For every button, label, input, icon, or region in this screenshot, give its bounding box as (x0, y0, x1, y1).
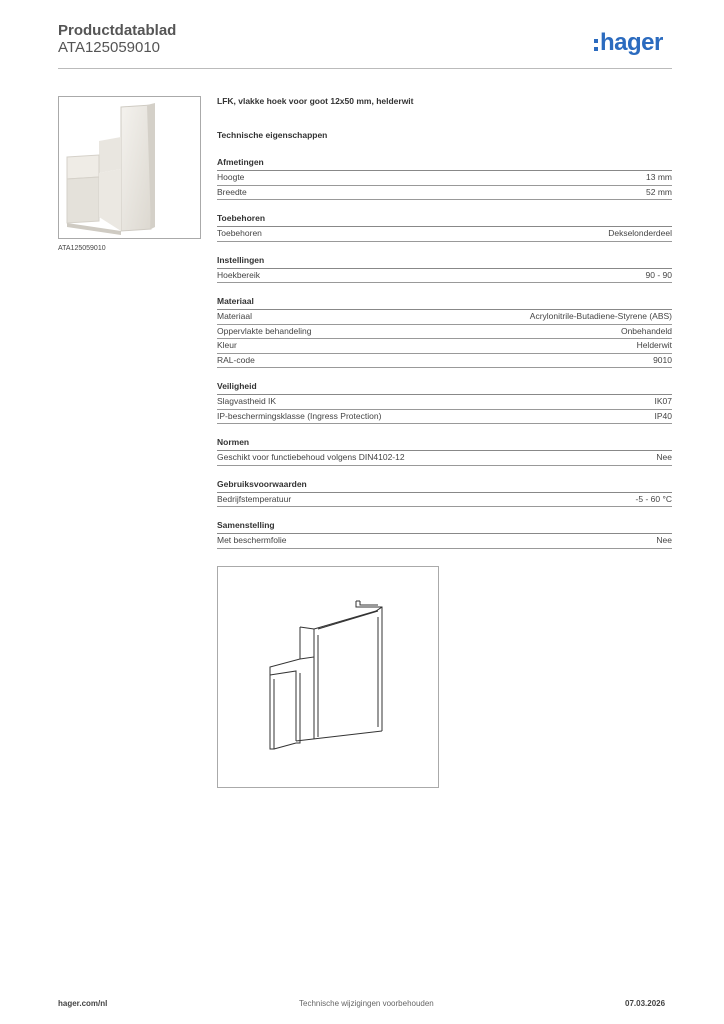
spec-section (217, 254, 672, 284)
hager-logo (594, 28, 663, 58)
spec-value: Onbehandeld (620, 325, 672, 336)
spec-value: IK07 (654, 396, 672, 406)
spec-section (217, 436, 672, 466)
section-title: Materiaal (217, 295, 672, 310)
logo-dots-icon (594, 39, 598, 51)
spec-row (217, 534, 672, 549)
footer-website: hager.com/nl (58, 999, 108, 1008)
spec-label: Geschikt voor functiebehoud volgens DIN4102-12 (217, 452, 405, 462)
section-title: Samenstelling (217, 519, 672, 534)
footer-date: 07.03.2026 (625, 999, 666, 1008)
spec-label: Materiaal (217, 311, 252, 321)
spec-value: Acrylonitrile-Butadiene-Styrene (ABS) (529, 311, 672, 321)
spec-row (217, 395, 672, 410)
product-photo-icon (59, 97, 200, 238)
product-image (58, 96, 201, 239)
section-title: Gebruiksvoorwaarden (217, 478, 672, 493)
spec-section (217, 380, 672, 424)
spec-value: -5 - 60 °C (635, 493, 672, 504)
product-image-caption: ATA125059010 (58, 245, 106, 252)
spec-label: Kleur (217, 340, 237, 350)
spec-row (217, 339, 672, 354)
header-divider (58, 68, 672, 69)
spec-label: Hoogte (217, 172, 245, 182)
spec-label: Oppervlakte behandeling (217, 325, 312, 336)
spec-section (217, 519, 672, 549)
header-title: Productdatablad (58, 22, 177, 39)
spec-row (217, 227, 672, 242)
spec-section (217, 478, 672, 508)
spec-value: Helderwit (636, 340, 672, 350)
section-title: Normen (217, 436, 672, 451)
spec-label: Breedte (217, 186, 247, 197)
technical-drawing (217, 566, 439, 788)
spec-label: Met beschermfolie (217, 535, 287, 545)
spec-section (217, 295, 672, 368)
section-title: Instellingen (217, 254, 672, 269)
spec-row (217, 171, 672, 186)
footer-disclaimer: Technische wijzigingen voorbehouden (299, 999, 434, 1008)
spec-label: IP-beschermingsklasse (Ingress Protection) (217, 410, 382, 421)
spec-value: 52 mm (646, 186, 672, 197)
logo-text: hager (600, 29, 663, 56)
section-title: Afmetingen (217, 156, 672, 171)
spec-row (217, 410, 672, 425)
section-title: Toebehoren (217, 212, 672, 227)
section-title: Veiligheid (217, 380, 672, 395)
technical-properties-title: Technische eigenschappen (217, 130, 328, 140)
spec-value: Nee (656, 452, 672, 462)
specifications (217, 96, 672, 575)
spec-label: Bedrijfstemperatuur (217, 493, 292, 504)
spec-row (217, 451, 672, 466)
spec-value: IP40 (654, 410, 672, 421)
spec-row (217, 186, 672, 201)
spec-row (217, 325, 672, 340)
spec-value: Nee (656, 535, 672, 545)
spec-label: Toebehoren (217, 228, 262, 238)
spec-value: 90 - 90 (645, 269, 672, 280)
product-description: LFK, vlakke hoek voor goot 12x50 mm, helderwit (217, 96, 414, 106)
spec-row (217, 354, 672, 369)
spec-value: 13 mm (646, 172, 672, 182)
spec-value: 9010 (653, 354, 672, 365)
spec-label: RAL-code (217, 354, 255, 365)
spec-section (217, 156, 672, 200)
spec-label: Hoekbereik (217, 269, 260, 280)
spec-row (217, 493, 672, 508)
spec-row (217, 269, 672, 284)
header-product-code: ATA125059010 (58, 39, 161, 56)
spec-sections (217, 156, 672, 549)
spec-section (217, 212, 672, 242)
spec-value: Dekselonderdeel (608, 228, 672, 238)
fitting-drawing-icon (218, 567, 438, 787)
spec-row (217, 310, 672, 325)
spec-label: Slagvastheid IK (217, 396, 277, 406)
